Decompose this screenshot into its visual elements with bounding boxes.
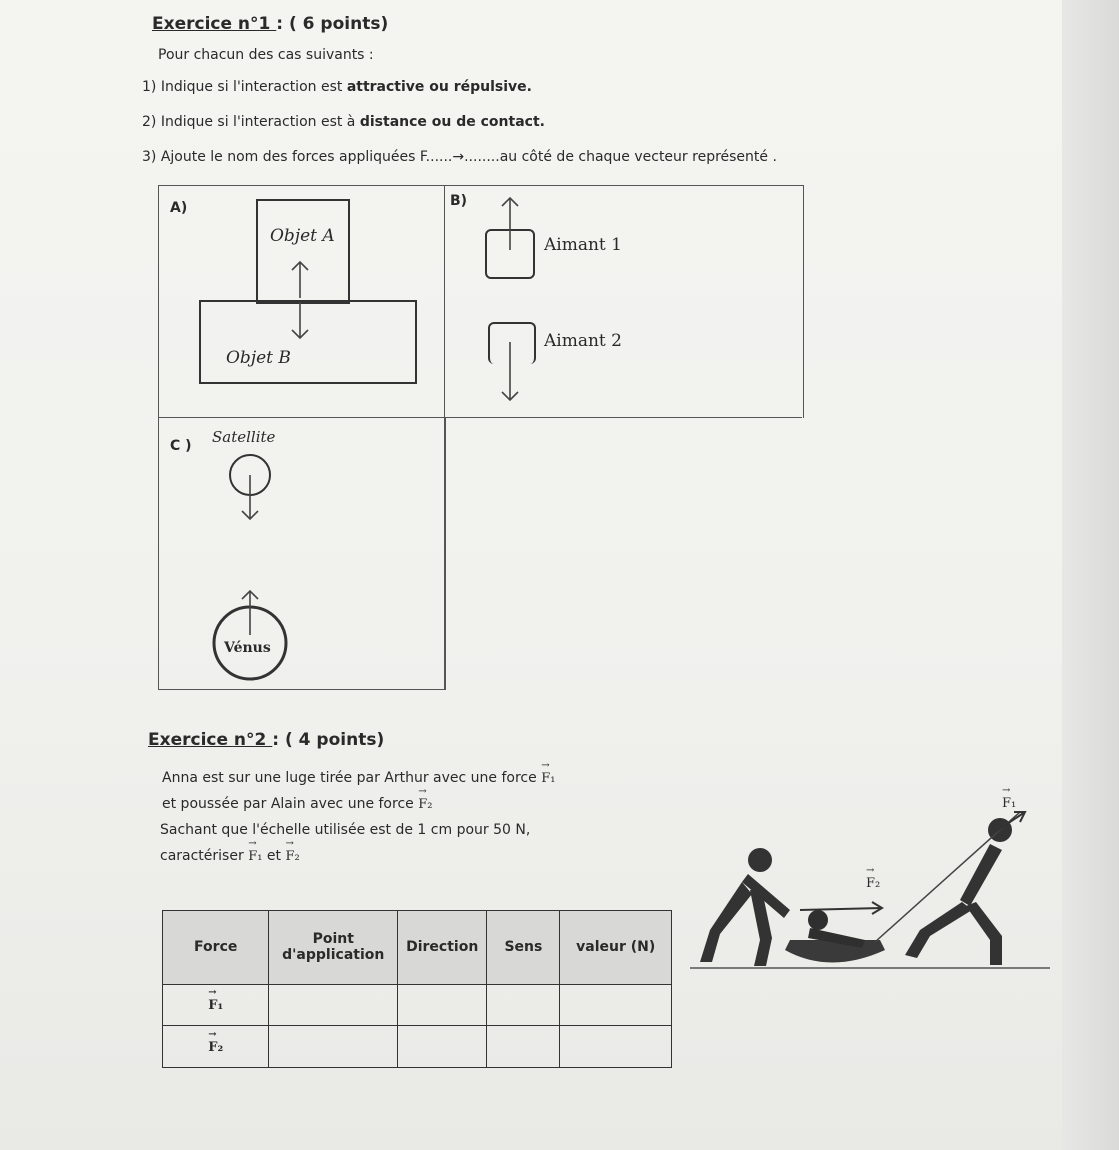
- row-f1-label: → F₁: [208, 998, 223, 1013]
- vector-f1-inline: → F₁: [541, 771, 555, 786]
- exercise2-line-1-text: Anna est sur une luge tirée par Arthur avec une force: [162, 770, 537, 786]
- force-vector-down-on-b: [292, 302, 308, 338]
- case-a-label: A): [170, 200, 188, 216]
- row-f2-point[interactable]: [269, 1026, 398, 1068]
- force-vector-up-on-a: [292, 262, 308, 298]
- row-f2-label: → F₂: [208, 1040, 223, 1055]
- header-point-application: Point d'application: [269, 911, 398, 985]
- figure-f1-text: → F₁: [1002, 796, 1016, 811]
- row-f1-point[interactable]: [269, 984, 398, 1026]
- exercise2-line-4: [160, 848, 300, 864]
- exercise1-title-number: n°1: [237, 14, 277, 34]
- sled: [785, 940, 885, 963]
- case-a-force-vectors: [270, 250, 330, 350]
- satellite-label: Satellite: [212, 428, 276, 446]
- case-b-label: B): [450, 193, 468, 209]
- exercise2-title: [148, 730, 384, 750]
- object-b-label: Objet B: [226, 348, 291, 368]
- question-1-text: 1) Indique si l'interaction est: [142, 79, 347, 95]
- vector-f1-characterize: → F₁: [248, 849, 262, 864]
- magnet-2-label: Aimant 2: [544, 331, 622, 351]
- exercise1-intro: Pour chacun des cas suivants :: [158, 47, 374, 63]
- question-3-dots: ......: [425, 149, 453, 165]
- question-2-emphasis: distance ou de contact.: [359, 114, 545, 130]
- exercise2-title-number: n°2: [233, 730, 273, 750]
- case-b-force-vectors: [490, 190, 540, 410]
- question-3-text-end: ........au côté de chaque vecteur représenté .: [464, 149, 777, 165]
- figure-f2-label: [866, 872, 880, 891]
- force-vector-down-on-satellite: [242, 475, 258, 519]
- exercise1-title-prefix: Exercice: [152, 14, 238, 34]
- header-valeur: valeur (N): [560, 911, 672, 985]
- exercise2-line-3: Sachant que l'échelle utilisée est de 1 cm pour 50 N,: [160, 822, 531, 838]
- magnet-1-label: Aimant 1: [544, 235, 622, 255]
- force-characteristics-table: [162, 910, 672, 1068]
- vector-arrow-icon: →: [452, 149, 465, 165]
- vector-f2-inline: → F₂: [418, 797, 432, 812]
- question-1: [142, 79, 532, 95]
- force-vector-up-on-magnet-1: [502, 198, 518, 250]
- exercise2-line-2: [162, 796, 432, 812]
- case-c-label: C ): [170, 438, 192, 454]
- header-direction: Direction: [398, 911, 487, 985]
- exercise2-title-prefix: Exercice: [148, 730, 234, 750]
- header-sens: Sens: [487, 911, 560, 985]
- row-f2-valeur[interactable]: [560, 1026, 672, 1068]
- exercise2-line-1: [162, 770, 555, 786]
- header-force: Force: [163, 911, 269, 985]
- row-f1-direction[interactable]: [398, 984, 487, 1026]
- question-3: [142, 149, 777, 165]
- question-2-text: 2) Indique si l'interaction est à: [142, 114, 360, 130]
- question-1-emphasis: attractive ou répulsive.: [346, 79, 532, 95]
- row-f1-force: [163, 984, 269, 1026]
- exercise2-line-4-and: et: [266, 848, 281, 864]
- figure-f2-text: → F₂: [866, 876, 880, 891]
- exercise2-line-2-text: et poussée par Alain avec une force: [162, 796, 414, 812]
- page-edge: [1062, 0, 1119, 1150]
- question-3-text: 3) Ajoute le nom des forces appliquées F: [142, 149, 426, 165]
- venus-label: Vénus: [224, 640, 271, 656]
- force-vector-up-on-venus: [242, 591, 258, 635]
- table-row: [163, 1026, 672, 1068]
- exercise2-line-4-text: caractériser: [160, 848, 244, 864]
- vector-f2-characterize: → F₂: [285, 849, 299, 864]
- exercise1-title-points: : ( 6 points): [276, 14, 389, 34]
- question-2: [142, 114, 545, 130]
- force-vector-down-on-magnet-2: [502, 342, 518, 400]
- row-f2-direction[interactable]: [398, 1026, 487, 1068]
- pulling-person-arthur: [905, 818, 1012, 965]
- row-f2-sens[interactable]: [487, 1026, 560, 1068]
- row-f1-valeur[interactable]: [560, 984, 672, 1026]
- figure-f1-label: [1002, 792, 1016, 811]
- table-header-row: [163, 911, 672, 985]
- row-f2-force: [163, 1026, 269, 1068]
- object-a-label: Objet A: [270, 226, 335, 246]
- exercise2-title-points: : ( 4 points): [272, 730, 385, 750]
- exercise1-title: [152, 14, 388, 34]
- row-f1-sens[interactable]: [487, 984, 560, 1026]
- table-row: [163, 984, 672, 1026]
- pushing-person-alain: [700, 848, 790, 966]
